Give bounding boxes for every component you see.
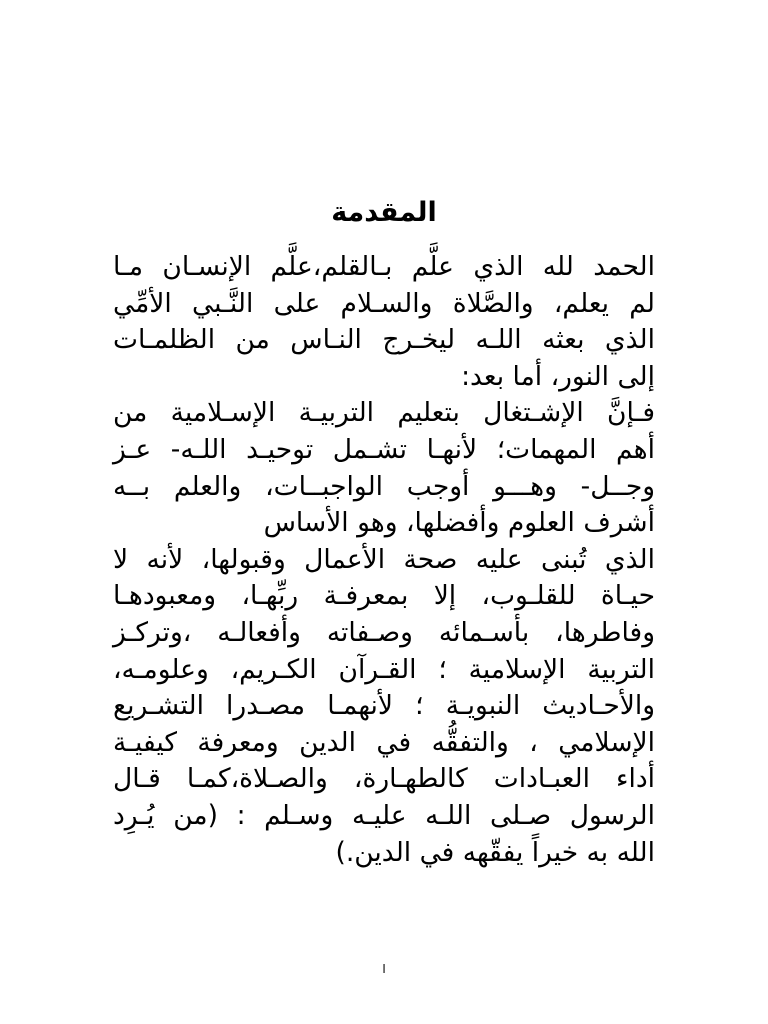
text-line: إلى النور، أما بعد: bbox=[461, 360, 655, 392]
text-line: الحمد لله الذي علَّم بـالقلم،علَّم الإنسـان مـا bbox=[113, 251, 655, 282]
text-line: الذي تُبنى عليه صحة الأعمال وقبولها، لأنه لا bbox=[113, 543, 655, 575]
text-line: فـإنَّ الإشـتغال بتعليم التربيـة الإسـلامية من bbox=[113, 397, 655, 429]
text-line: أشرف العلوم وأفضلها، وهو الأساس bbox=[263, 507, 655, 539]
body-paragraph bbox=[113, 249, 655, 871]
text-line: حيـاة للقلـوب، إلا بمعرفـة ربِّهـا، ومعبودهـا bbox=[113, 580, 655, 612]
text-line: الذي بعثه اللـه ليخـرج النـاس من الظلمـات bbox=[113, 324, 655, 356]
text-line: أداء العبـادات كالطهـارة، والصـلاة،كمـا قـال bbox=[113, 763, 655, 795]
text-line: وفاطرها، بأسـمائه وصـفاته وأفعالـه ،وتركـز bbox=[113, 616, 655, 648]
text-line: لم يعلم، والصَّلاة والسـلام على النَّـبي الأمِّي bbox=[113, 287, 655, 319]
text-line: الإسلامي ، والتفقُّه في الدين ومعرفة كيفيـة bbox=[113, 726, 655, 758]
text-line: الرسول صـلى اللـه عليـه وسـلم : (من يُـرِد bbox=[113, 799, 655, 831]
text-line: وجــل- وهـــو أوجب الواجبــات، والعلم بــه bbox=[113, 470, 655, 502]
text-line: أهم المهمات؛ لأنهـا تشـمل توحيـد اللـه- عـز bbox=[113, 433, 655, 465]
page-number: ا bbox=[382, 962, 386, 976]
page-title: المقدمة bbox=[331, 197, 437, 228]
text-line: الله به خيراً يفقّهه في الدين.) bbox=[335, 836, 655, 868]
text-line: والأحـاديث النبويـة ؛ لأنهمـا مصـدرا التشـريع bbox=[113, 690, 655, 722]
text-line: التربية الإسلامية ؛ القـرآن الكـريم، وعلومـه، bbox=[113, 653, 655, 685]
